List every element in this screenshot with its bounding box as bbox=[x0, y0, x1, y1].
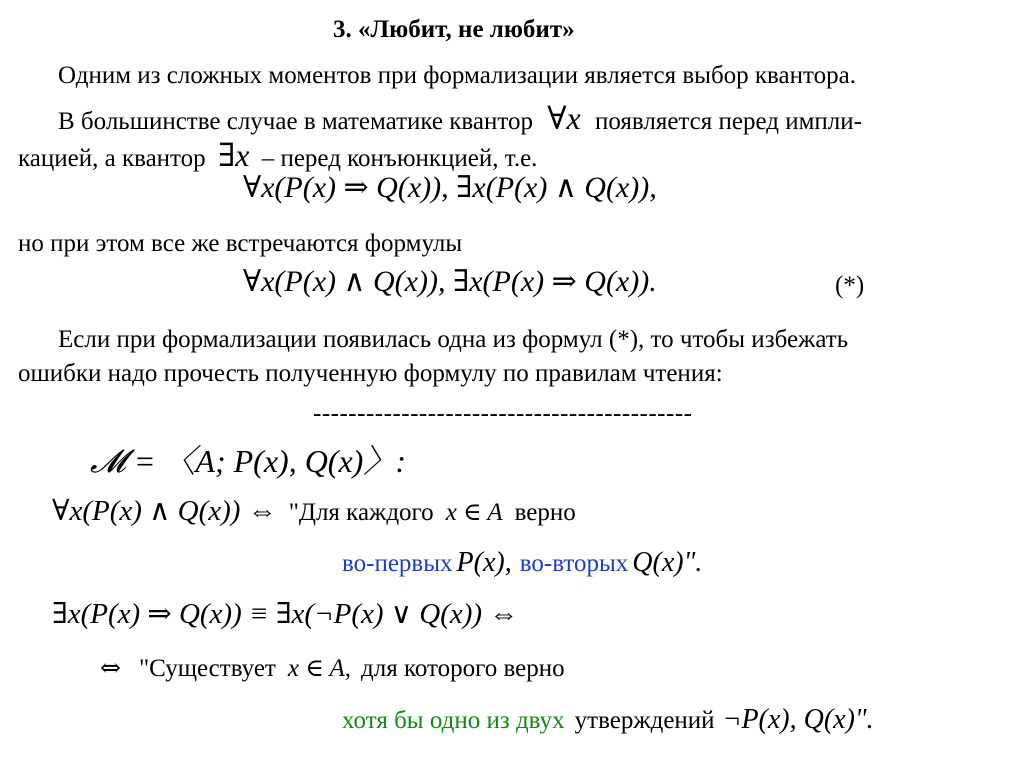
para1-line2 bbox=[58, 99, 862, 137]
rule1-line1 bbox=[52, 493, 576, 528]
formula-star-mark: (*) bbox=[835, 272, 865, 299]
rule1-line2 bbox=[342, 547, 702, 579]
rule2-condition: x ∈ A, bbox=[287, 655, 352, 682]
forall-x-quantifier: ∀x bbox=[547, 100, 581, 136]
para1-line1: Одним из сложных моментов при формализации является выбор квантора. bbox=[58, 62, 856, 89]
rule2-text-b: для которого верно bbox=[361, 655, 565, 682]
rule1-text-b: верно bbox=[514, 499, 576, 526]
para1-line2-text-b: появляется перед импли- bbox=[594, 108, 862, 135]
rule1-formula: ∀x(P(x) ∧ Q(x)) ⇔ bbox=[52, 495, 277, 527]
formula-unusual-quantifiers: ∀x(P(x) ∧ Q(x)), ∃x(P(x) ⇒ Q(x)). bbox=[243, 265, 657, 298]
rule1-condition: x ∈ A bbox=[445, 499, 503, 526]
rule2-line3 bbox=[342, 704, 874, 736]
rule1-second-label: во-вторых bbox=[519, 550, 629, 577]
iff-arrow-icon: ⇔ bbox=[100, 653, 121, 682]
para1-line3 bbox=[18, 136, 537, 174]
para1-line3-text-a: кацией, а квантор bbox=[18, 145, 206, 172]
rule1-p-of-x: P(x), bbox=[456, 547, 512, 578]
rule2-final-formula: ¬P(x), Q(x)". bbox=[722, 704, 874, 735]
formula-standard-quantifiers: ∀x(P(x) ⇒ Q(x)), ∃x(P(x) ∧ Q(x)), bbox=[243, 171, 657, 204]
rule2-formula: ∃x(P(x) ⇒ Q(x)) ≡ ∃x(¬P(x) ∨ Q(x)) ⇔ bbox=[52, 598, 519, 630]
para3-line2: ошибки надо прочесть полученную формулу по правилам чтения: bbox=[18, 360, 723, 387]
para2: но при этом все же встречаются формулы bbox=[18, 230, 463, 257]
para1-line2-text-a: В большинстве случае в математике квантор bbox=[58, 108, 533, 135]
para3-line1: Если при формализации появилась одна из формул (*), то чтобы избежать bbox=[58, 326, 849, 353]
para1-line3-text-b: – перед конъюнкцией, т.е. bbox=[261, 145, 538, 172]
rule2-text-a: "Существует bbox=[138, 655, 276, 682]
model-definition: 𝓜 = 〈A; P(x), Q(x)〉: bbox=[90, 443, 406, 479]
page-title: 3. «Любит, не любит» bbox=[333, 16, 575, 43]
rule2-at-least-one-label: хотя бы одно из двух bbox=[342, 707, 565, 734]
rule2-statements-text: утверждений bbox=[574, 707, 715, 734]
rule2-line2 bbox=[100, 653, 565, 683]
rule1-text-a: "Для каждого bbox=[288, 499, 434, 526]
rule1-q-of-x: Q(x)". bbox=[632, 547, 703, 578]
exists-x-quantifier: ∃x bbox=[217, 137, 250, 173]
rule1-first-label: во-первых bbox=[342, 550, 453, 577]
dashed-divider: ------------------------------------------- bbox=[313, 400, 693, 427]
